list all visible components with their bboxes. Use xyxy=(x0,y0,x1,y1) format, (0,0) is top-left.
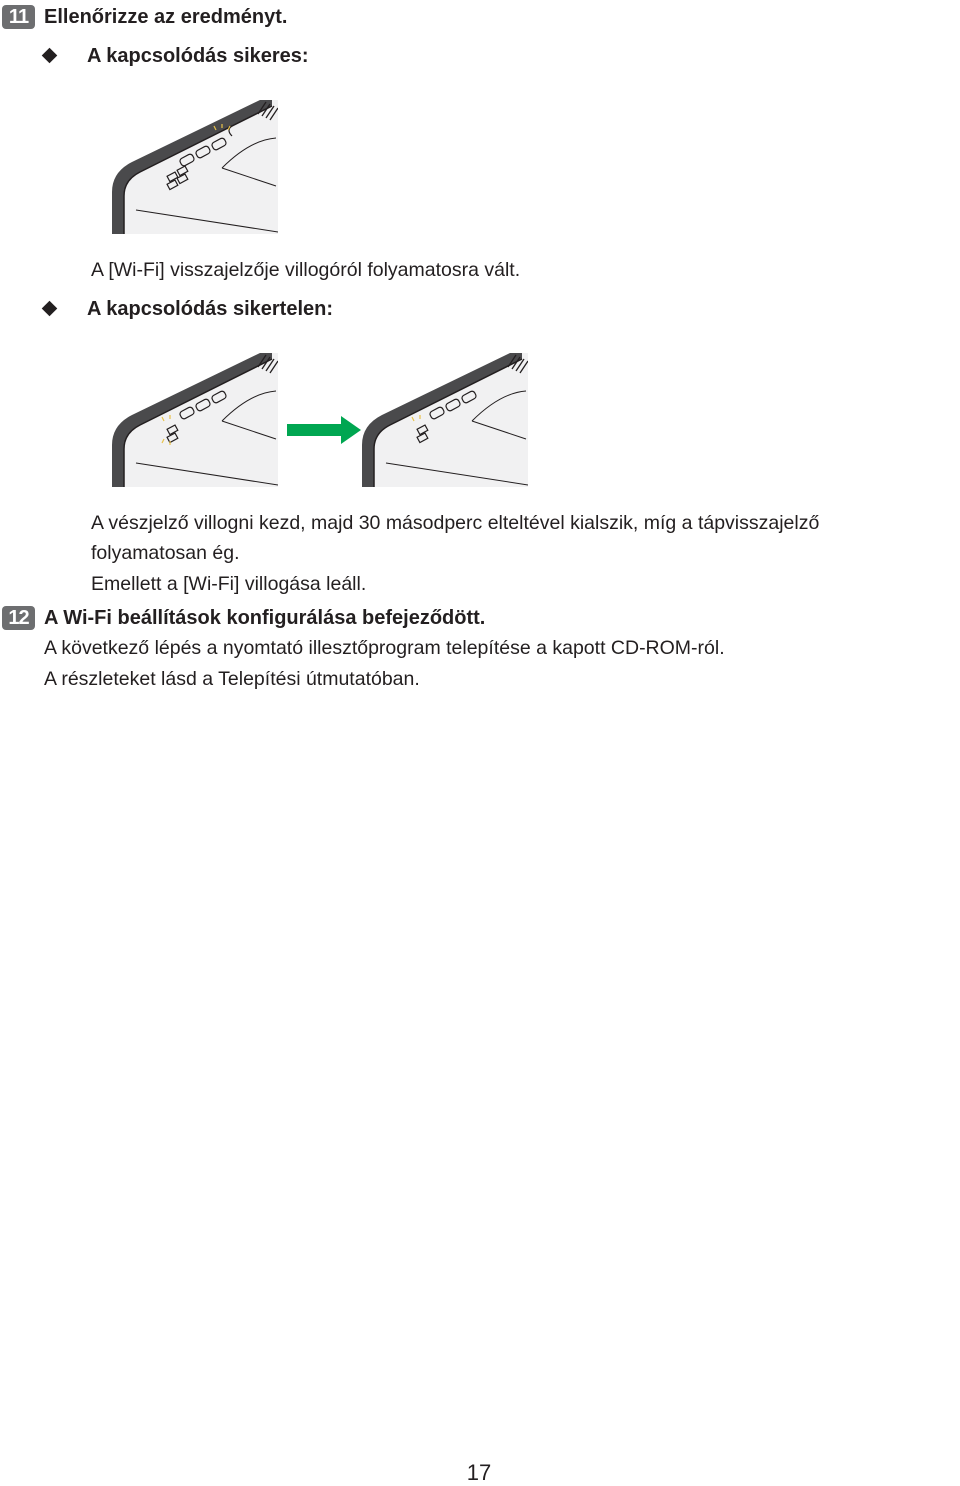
printer-panel-illustration xyxy=(110,353,278,487)
step-11-badge: 11 xyxy=(2,5,35,29)
step-11-title: Ellenőrizze az eredményt. xyxy=(44,6,288,28)
printer-panel-illustration xyxy=(360,353,528,487)
failure-description-line3: Emellett a [Wi-Fi] villogása leáll. xyxy=(91,573,367,595)
step-12-title: A Wi-Fi beállítások konfigurálása befejeződött. xyxy=(44,607,486,629)
step-12-badge: 12 xyxy=(2,606,35,630)
success-description: A [Wi-Fi] visszajelzője villogóról folyamatosra vált. xyxy=(91,259,521,281)
failure-description-line2: folyamatosan ég. xyxy=(91,542,240,564)
step-12-line2: A részleteket lásd a Telepítési útmutatóban. xyxy=(44,668,420,690)
printer-panel-illustration xyxy=(110,100,278,234)
failure-description-line1: A vészjelző villogni kezd, majd 30 másodperc elteltével kialszik, míg a tápvisszajelző xyxy=(91,512,820,534)
arrow-right-icon xyxy=(287,416,361,444)
diamond-bullet-icon xyxy=(42,48,58,64)
diamond-bullet-icon xyxy=(42,301,58,317)
step-12-line1: A következő lépés a nyomtató illesztőprogram telepítése a kapott CD-ROM-ról. xyxy=(44,637,725,659)
page-number: 17 xyxy=(466,1460,492,1485)
failure-title: A kapcsolódás sikertelen: xyxy=(87,298,334,320)
success-title: A kapcsolódás sikeres: xyxy=(87,45,309,67)
